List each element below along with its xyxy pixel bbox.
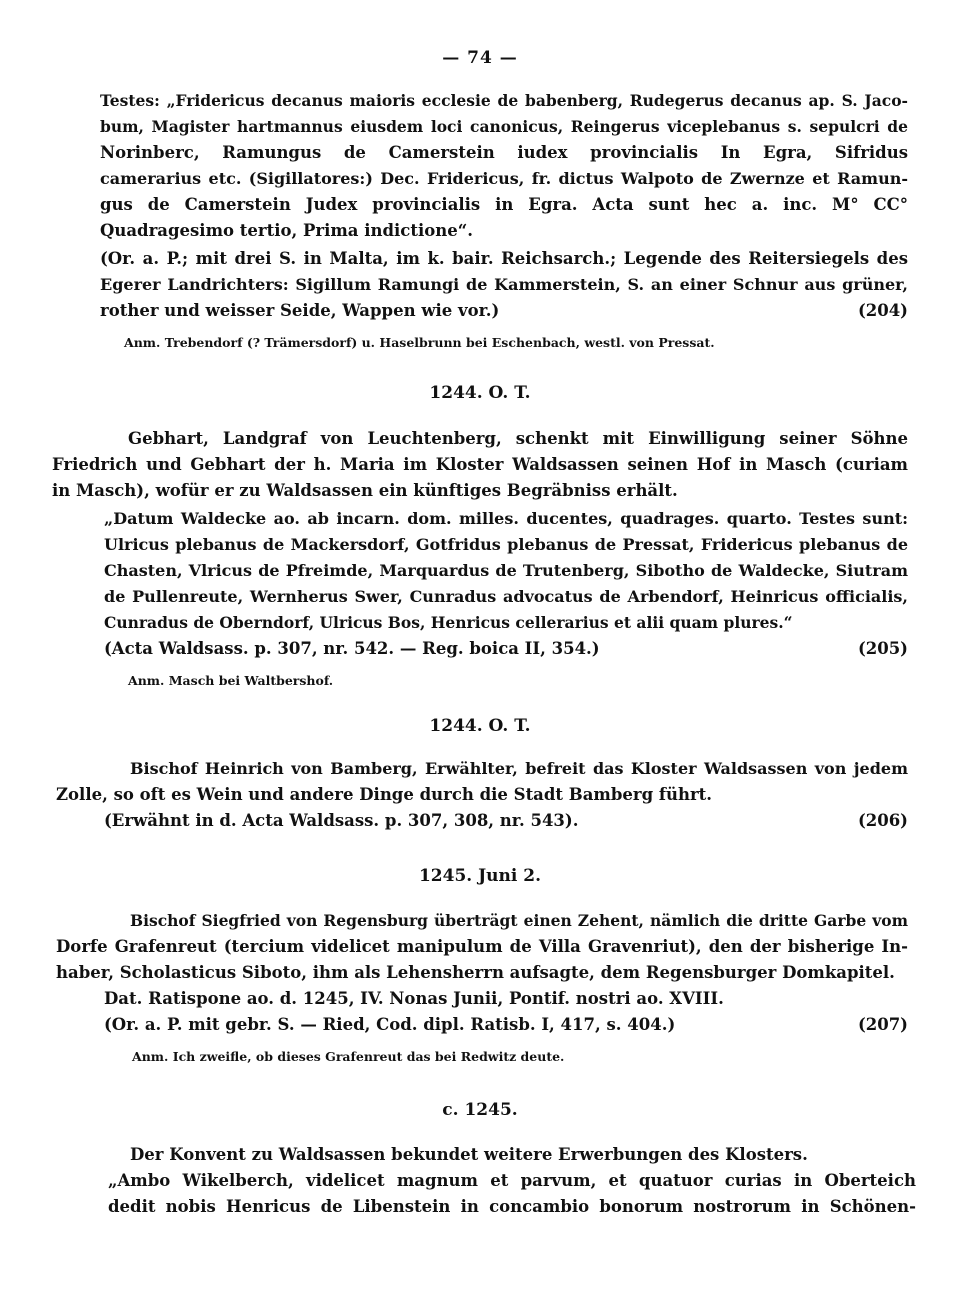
text-line: gus de Camerstein Judex provincialis in Egra. Acta sunt hec a. inc. M° CC°	[100, 195, 908, 214]
text-line: dedit nobis Henricus de Libenstein in concambio bonorum nostrorum in Schönen-	[108, 1197, 916, 1216]
text-line: bum, Magister hartmannus eiusdem loci canonicus, Reingerus viceplebanus s. sepulcri de	[100, 117, 908, 136]
entry-date: 1244. O. T.	[429, 383, 531, 403]
text-line: Friedrich und Gebhart der h. Maria im Kloster Waldsassen seinen Hof in Masch (curiam	[52, 455, 908, 474]
entry-date: c. 1245.	[442, 1100, 518, 1120]
text-line: rother und weisser Seide, Wappen wie vor.)	[100, 301, 500, 320]
text-line: Bischof Siegfried von Regensburg überträgt einen Zehent, nämlich die dritte Garbe vom	[130, 911, 908, 930]
entry-number: (207)	[857, 1015, 908, 1034]
text-line: haber, Scholasticus Siboto, ihm als Lehensherrn aufsagte, dem Regensburger Domkapitel.	[56, 963, 895, 982]
annotation: Anm. Trebendorf (? Trämersdorf) u. Haselbrunn bei Eschenbach, westl. von Pressat.	[124, 335, 715, 350]
entry-number: (206)	[857, 811, 908, 830]
text-line: de Pullenreute, Wernherus Swer, Cunradus advocatus de Arbendorf, Heinricus officialis,	[104, 587, 908, 606]
text-line: Ulricus plebanus de Mackersdorf, Gotfridus plebanus de Pressat, Fridericus plebanus de	[104, 535, 908, 554]
text-line: Gebhart, Landgraf von Leuchtenberg, schenkt mit Einwilligung seiner Söhne	[128, 429, 908, 448]
annotation: Anm. Ich zweifle, ob dieses Grafenreut das bei Redwitz deute.	[132, 1049, 565, 1064]
text-line: (Or. a. P.; mit drei S. in Malta, im k. bair. Reichsarch.; Legende des Reitersiegels des	[100, 249, 908, 268]
entry-number: (205)	[857, 639, 908, 658]
text-line: in Masch), wofür er zu Waldsassen ein künftiges Begräbniss erhält.	[52, 481, 678, 500]
text-line: Chasten, Vlricus de Pfreimde, Marquardus de Trutenberg, Sibotho de Waldecke, Siutram	[104, 561, 908, 580]
text-line: Zolle, so oft es Wein und andere Dinge durch die Stadt Bamberg führt.	[56, 785, 713, 804]
text-line: „Datum Waldecke ao. ab incarn. dom. milles. ducentes, quadrages. quarto. Testes sunt:	[104, 509, 908, 528]
annotation: Anm. Masch bei Waltbershof.	[128, 673, 334, 688]
text-line: Dorfe Grafenreut (tercium videlicet manipulum de Villa Gravenriut), den der bisherige In-	[56, 937, 908, 956]
page-number: — 74 —	[442, 48, 518, 68]
text-line: Testes: „Fridericus decanus maioris ecclesie de babenberg, Rudegerus decanus ap. S. Jaco-	[100, 91, 908, 110]
entry-number: (204)	[857, 301, 908, 320]
entry-date: 1245. Juni 2.	[418, 866, 542, 886]
text-line: Bischof Heinrich von Bamberg, Erwählter, befreit das Kloster Waldsassen von jedem	[130, 759, 908, 778]
text-line: Der Konvent zu Waldsassen bekundet weitere Erwerbungen des Klosters.	[130, 1145, 808, 1164]
text-line: camerarius etc. (Sigillatores:) Dec. Fridericus, fr. dictus Walpoto de Zwernze et Ramun-	[100, 169, 908, 188]
text-line: Quadragesimo tertio, Prima indictione“.	[100, 221, 473, 240]
text-line: Cunradus de Oberndorf, Ulricus Bos, Henricus cellerarius et alii quam plures.“	[104, 613, 793, 632]
text-line: „Ambo Wikelberch, videlicet magnum et parvum, et quatuor curias in Oberteich	[108, 1171, 916, 1190]
text-line: Egerer Landrichters: Sigillum Ramungi de Kammerstein, S. an einer Schnur aus grüner,	[100, 275, 908, 294]
text-line: Norinberc, Ramungus de Camerstein iudex provincialis In Egra, Sifridus	[100, 143, 908, 162]
entry-date: 1244. O. T.	[429, 716, 531, 736]
text-line: (Acta Waldsass. p. 307, nr. 542. — Reg. boica II, 354.)	[104, 639, 600, 658]
text-line: (Or. a. P. mit gebr. S. — Ried, Cod. dipl. Ratisb. I, 417, s. 404.)	[104, 1015, 676, 1034]
text-line: Dat. Ratispone ao. d. 1245, IV. Nonas Junii, Pontif. nostri ao. XVIII.	[104, 989, 724, 1008]
text-line: (Erwähnt in d. Acta Waldsass. p. 307, 308, nr. 543).	[104, 811, 579, 830]
